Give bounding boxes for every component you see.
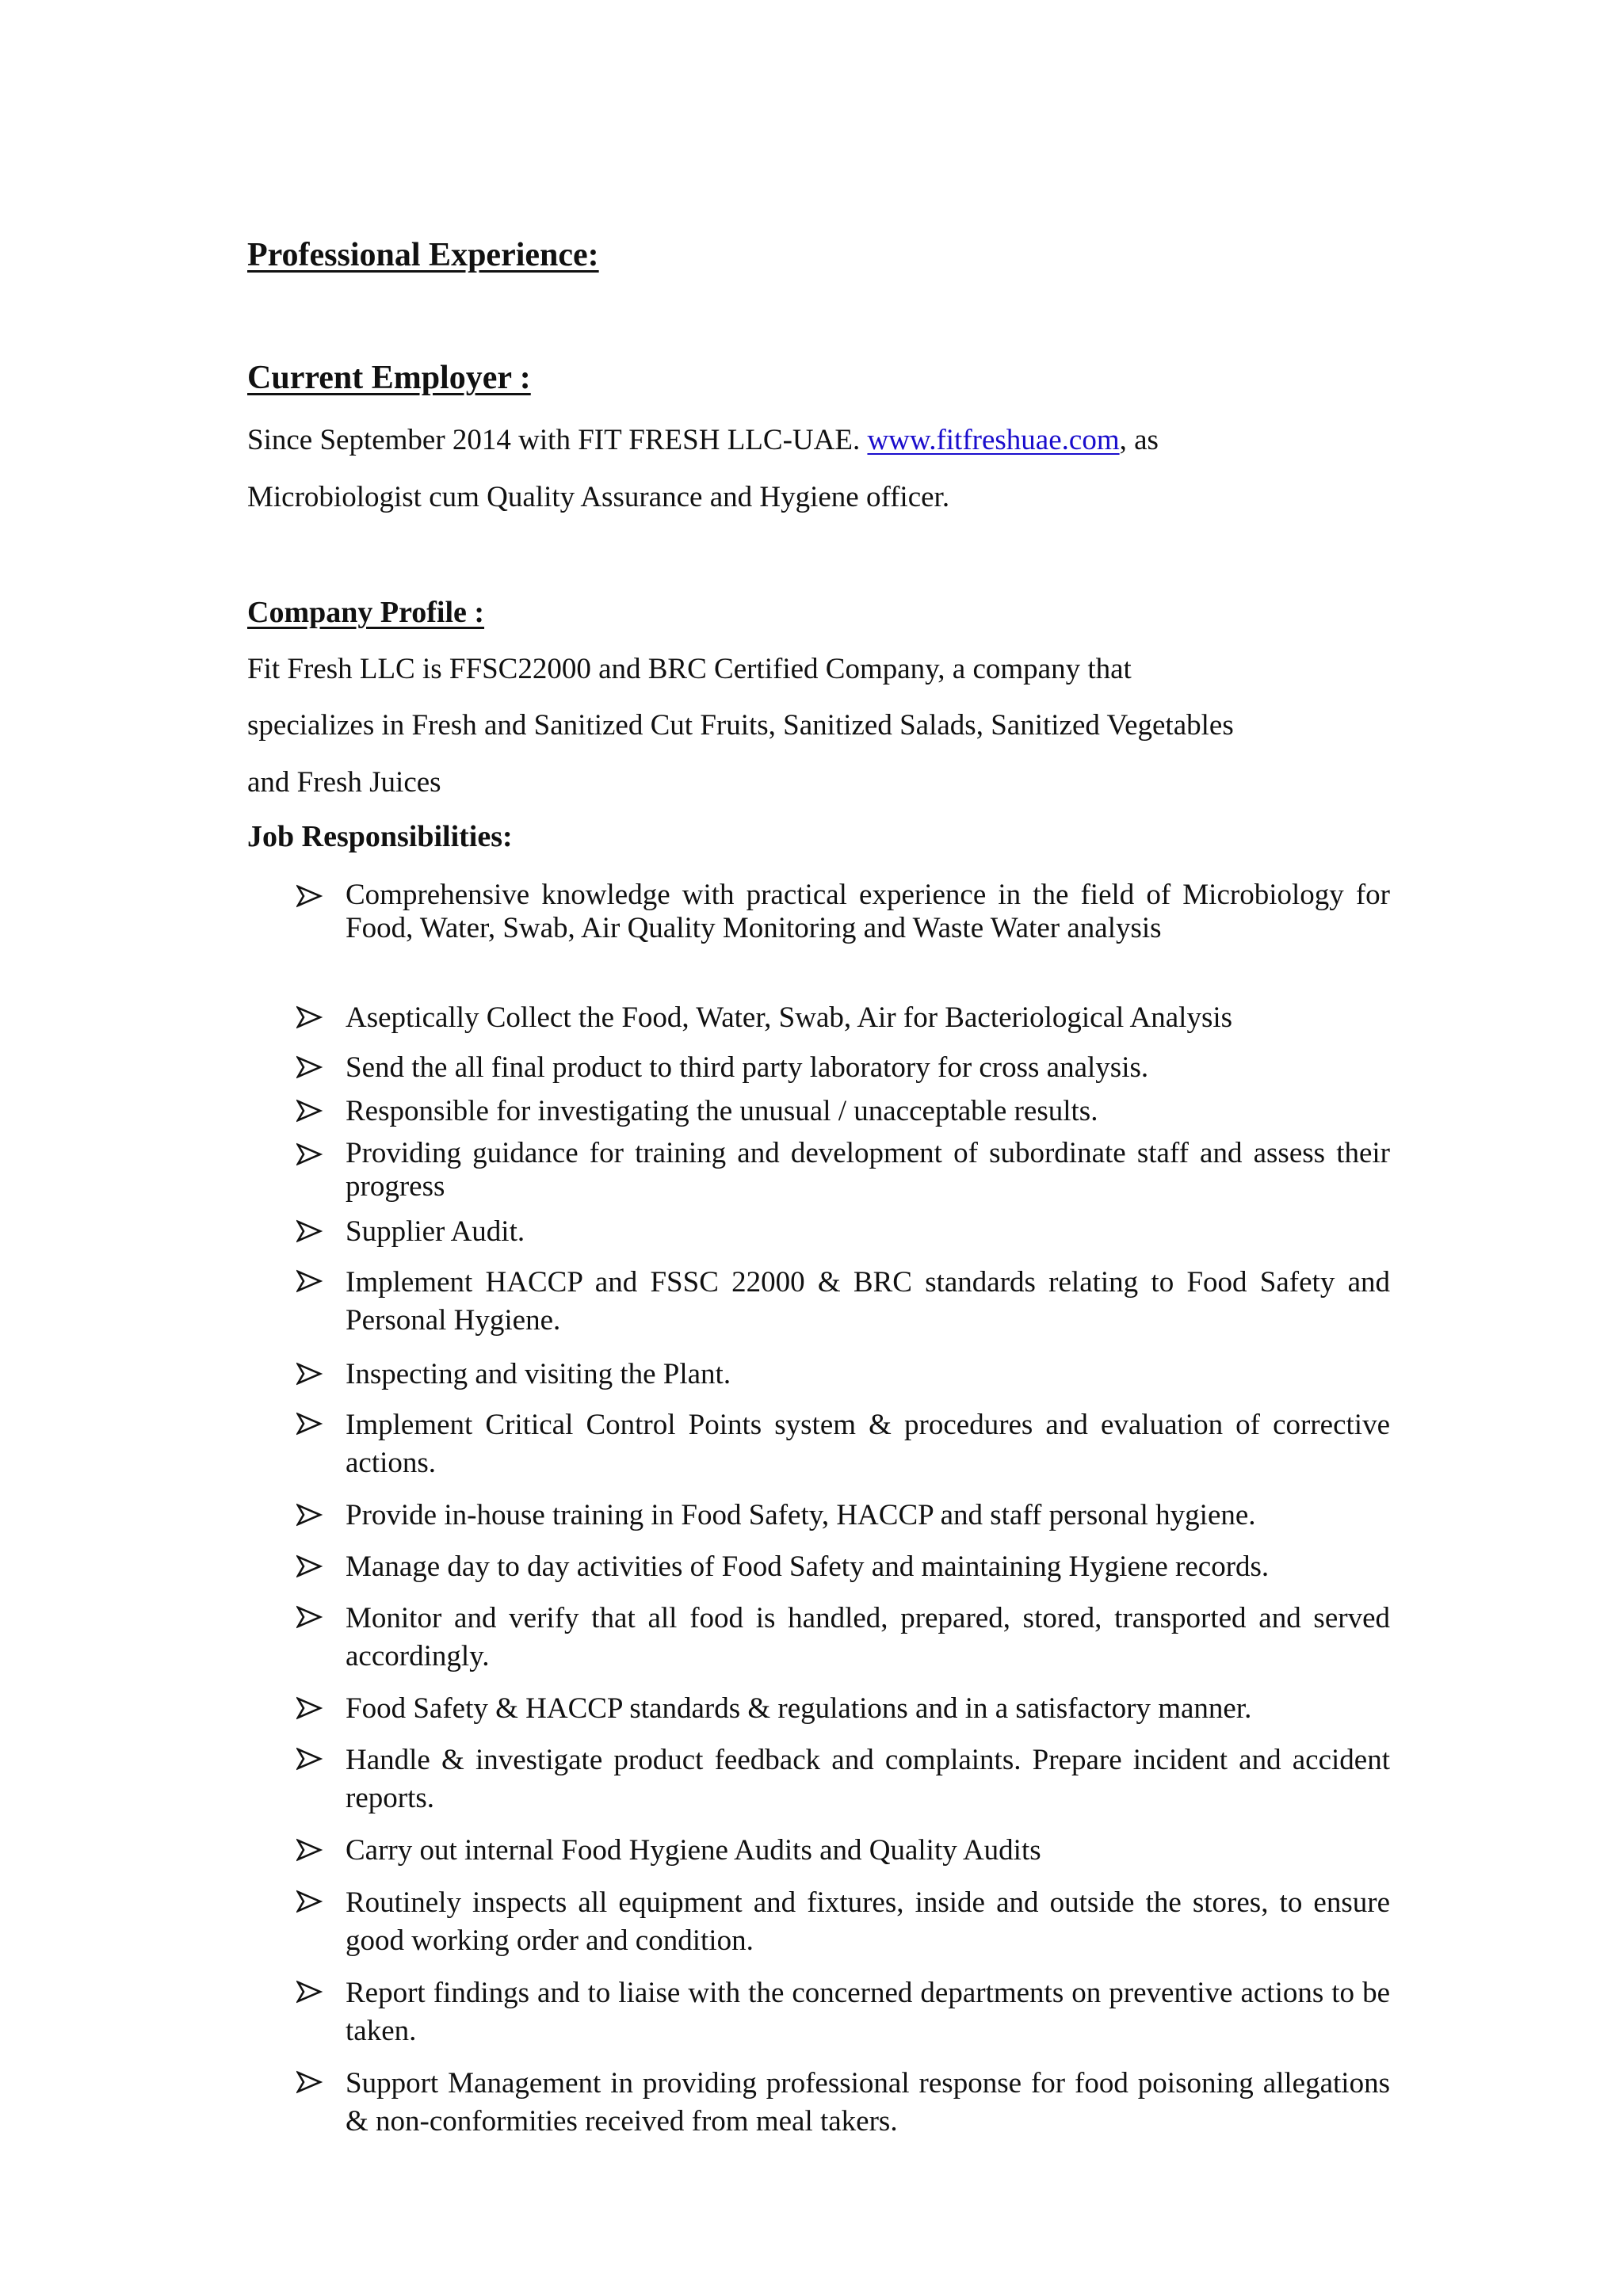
responsibility-text: Responsible for investigating the unusual / unacceptable results. (346, 1095, 1098, 1127)
arrowhead-bullet-icon (296, 1000, 325, 1035)
arrowhead-bullet-icon (296, 1833, 325, 1867)
arrowhead-bullet-icon (296, 1741, 325, 1776)
arrowhead-bullet-icon (296, 1691, 325, 1726)
responsibility-item (296, 1356, 1390, 1393)
company-profile-heading: Company Profile : (247, 596, 485, 629)
arrowhead-bullet-icon (296, 1884, 325, 1919)
responsibility-item (296, 1000, 1390, 1036)
responsibility-item (296, 879, 1390, 945)
responsibility-item (296, 1884, 1390, 1960)
responsibility-item (296, 1093, 1390, 1130)
responsibility-item (296, 1406, 1390, 1482)
responsibility-text: Inspecting and visiting the Plant. (346, 1358, 731, 1390)
responsibility-item (296, 1214, 1390, 1250)
responsibility-text: Supplier Audit. (346, 1215, 525, 1248)
responsibility-text: Report findings and to liaise with the concerned departments on preventive actions to be taken. (346, 1977, 1390, 2047)
responsibility-text: Send the all final product to third party laboratory for cross analysis. (346, 1051, 1149, 1084)
responsibility-item (296, 1137, 1390, 1203)
arrowhead-bullet-icon (296, 1356, 325, 1391)
responsibility-text: Routinely inspects all equipment and fixtures, inside and outside the stores, to ensure good working order and condition. (346, 1886, 1390, 1957)
arrowhead-bullet-icon (296, 1549, 325, 1584)
employer-line-1-prefix: Since September 2014 with FIT FRESH LLC-UAE. (247, 424, 868, 456)
company-profile-line-3: and Fresh Juices (247, 766, 441, 799)
arrowhead-bullet-icon (296, 1050, 325, 1085)
company-website-link[interactable]: www.fitfreshuae.com (867, 424, 1120, 456)
employer-line-2: Microbiologist cum Quality Assurance and Hygiene officer. (247, 481, 950, 513)
responsibility-item (296, 1833, 1390, 1869)
job-responsibilities-heading: Job Responsibilities: (247, 820, 513, 853)
professional-experience-heading: Professional Experience: (247, 237, 599, 273)
responsibility-text: Comprehensive knowledge with practical experience in the field of Microbiology for Food, Water, Swab, Air Quality Monitoring and Waste Water analysis (346, 879, 1390, 944)
responsibility-item (296, 1549, 1390, 1585)
responsibility-text: Support Management in providing professional response for food poisoning allegations & non-conformities received from meal takers. (346, 2067, 1390, 2138)
responsibility-item (296, 1600, 1390, 1676)
arrowhead-bullet-icon (296, 1497, 325, 1532)
arrowhead-bullet-icon (296, 1137, 325, 1172)
responsibility-text: Implement HACCP and FSSC 22000 & BRC standards relating to Food Safety and Personal Hygiene. (346, 1266, 1390, 1337)
arrowhead-bullet-icon (296, 1600, 325, 1634)
responsibility-item (296, 1264, 1390, 1340)
responsibility-item (296, 1691, 1390, 1727)
responsibility-text: Carry out internal Food Hygiene Audits and Quality Audits (346, 1834, 1041, 1867)
responsibility-item (296, 1497, 1390, 1534)
arrowhead-bullet-icon (296, 1406, 325, 1441)
responsibility-text: Manage day to day activities of Food Safety and maintaining Hygiene records. (346, 1550, 1270, 1583)
responsibility-text: Aseptically Collect the Food, Water, Swab, Air for Bacteriological Analysis (346, 1001, 1233, 1034)
responsibility-text: Implement Critical Control Points system & procedures and evaluation of corrective actions. (346, 1409, 1390, 1479)
arrowhead-bullet-icon (296, 1974, 325, 2009)
arrowhead-bullet-icon (296, 879, 325, 913)
arrowhead-bullet-icon (296, 2065, 325, 2100)
responsibility-item (296, 1974, 1390, 2050)
responsibility-item (296, 1050, 1390, 1086)
employer-line-1 (247, 423, 1159, 457)
arrowhead-bullet-icon (296, 1093, 325, 1128)
responsibility-text: Provide in-house training in Food Safety, HACCP and staff personal hygiene. (346, 1499, 1256, 1531)
responsibility-item (296, 1741, 1390, 1817)
employer-line-1-suffix: , as (1119, 424, 1159, 456)
responsibility-text: Providing guidance for training and development of subordinate staff and assess their progress (346, 1137, 1390, 1203)
responsibility-text: Handle & investigate product feedback and complaints. Prepare incident and accident reports. (346, 1744, 1390, 1814)
responsibility-text: Monitor and verify that all food is handled, prepared, stored, transported and served accordingly. (346, 1602, 1390, 1672)
company-profile-line-2: specializes in Fresh and Sanitized Cut Fruits, Sanitized Salads, Sanitized Vegetables (247, 709, 1234, 742)
responsibility-text: Food Safety & HACCP standards & regulations and in a satisfactory manner. (346, 1692, 1252, 1725)
responsibility-item (296, 2065, 1390, 2141)
company-profile-line-1: Fit Fresh LLC is FFSC22000 and BRC Certified Company, a company that (247, 653, 1132, 685)
arrowhead-bullet-icon (296, 1264, 325, 1299)
current-employer-heading: Current Employer : (247, 360, 531, 396)
arrowhead-bullet-icon (296, 1214, 325, 1249)
